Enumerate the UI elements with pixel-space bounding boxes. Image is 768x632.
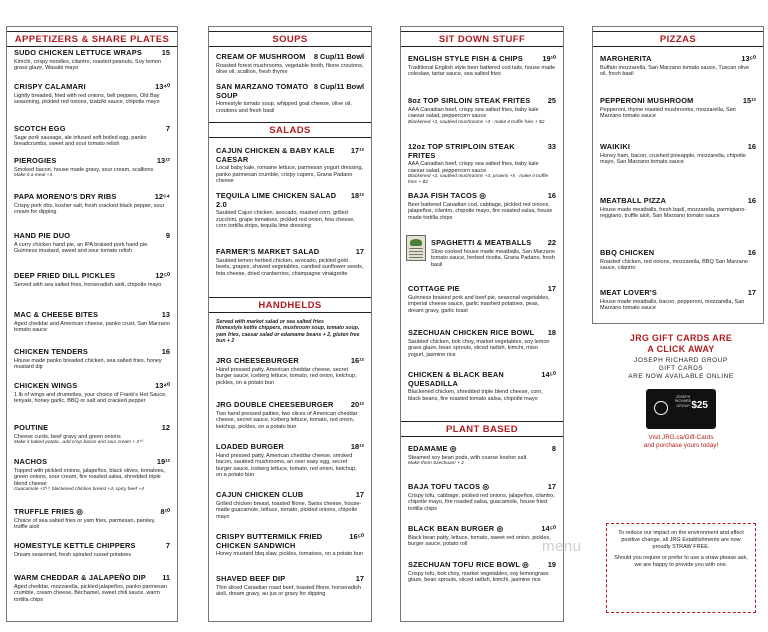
menu-item-description: Lightly breaded, fried with red onions, bell peppers, Old Bay seasoning, pickled red onions, tzatziki sauce, chipotle mayo: [14, 92, 160, 106]
menu-item-name: HAND PIE DUO: [14, 231, 71, 240]
menu-item: [14, 458, 170, 493]
menu-item: [14, 125, 170, 148]
menu-item-description: Two hand pressed patties, two slices of American cheddar cheese, secret sauce, iceberg lettuce, tomato, red onion, ketchup, pickles, on a potato bun: [216, 410, 358, 430]
menu-item-description: House made panko breaded chicken, sea salted fries, honey mustard dip: [14, 357, 162, 371]
menu-item-name: 8oz TOP SIRLOIN STEAK FRITES: [408, 96, 531, 105]
menu-item-description: Kimchi, crispy noodles, cilantro, roasted peanuts, Soy lemon grass glaze, Wasabi mayo: [14, 58, 162, 72]
menu-item-description: Aged cheddar and American cheese, panko crust, San Marzano tomato sauce: [14, 320, 170, 334]
menu-item-description: Steamed soy bean pods, with coarse kosher salt: [408, 454, 527, 461]
menu-item-name: HOMESTYLE KETTLE CHIPPERS: [14, 541, 136, 550]
menu-item-description: Black bean patty, lettuce, tomato, sweet red onion, pickles, burger sauce, potato roll: [408, 534, 551, 548]
menu-item-description: House made meatballs, bacon, pepperoni, mozzarella, San Marzano tomato sauce: [600, 298, 745, 312]
menu-item: [600, 249, 756, 272]
menu-item-price: 33: [547, 142, 556, 151]
gift-title-1: JRG GIFT CARDS ARE: [629, 333, 733, 343]
menu-item-name: CHICKEN WINGS: [14, 381, 78, 390]
menu-item-price: 8 Cup/11 Bowl: [313, 82, 364, 91]
menu-item: [216, 83, 364, 114]
menu-item: [14, 157, 170, 179]
menu-item-name: CRISPY CALAMARI: [14, 82, 86, 91]
menu-item-price: 13¹²: [156, 156, 170, 165]
menu-item-note: Make them Szechuan! + 2: [408, 461, 464, 467]
menu-item-price: 16⁵⁰: [349, 532, 364, 541]
straw-notice-text-1: To reduce our impact on the environment and affect positive change, all JRG Establishments are now proudly STRAW FREE.: [618, 530, 744, 550]
menu-item-price: 19¹²: [156, 457, 170, 466]
menu-item: [408, 143, 556, 186]
straw-free-notice: [606, 523, 756, 613]
menu-item: [600, 197, 756, 220]
appetizers-header: APPETIZERS & SHARE PLATES: [7, 31, 177, 47]
menu-item-description: Traditional English style beer battered cod tails, house made coleslaw, tartar sauce, sea salted fries: [408, 64, 556, 78]
menu-item-description: Topped with pickled onions, jalapeños, black olives, tomatoes, green onions, sour cream, fire roasted salsa, shredded triple blend cheese: [14, 467, 166, 487]
menu-item-price: 8: [551, 444, 556, 453]
menu-item-description: Crispy tofu, cabbage, pickled red onions, jalapeños, cilantro, chipotle mayo, fire roasted salsa, guacamole, house fried tortilla chips: [408, 492, 555, 512]
pizzas-header: PIZZAS: [593, 31, 763, 47]
menu-item-name: BBQ CHICKEN: [600, 248, 655, 257]
menu-item-price: 13: [161, 310, 170, 319]
menu-item-name: JRG CHEESEBURGER: [216, 356, 299, 365]
menu-item: [216, 533, 364, 558]
menu-item-price: 17¹²: [350, 146, 364, 155]
menu-item: [14, 348, 170, 371]
menu-item-description: Sautéed chicken, bok choy, market vegetables, soy lemon grass glaze, bean sprouts, sliced radish, kimchi, miso yogurt, jasmine rice: [408, 338, 550, 358]
menu-item-name: TEQUILA LIME CHICKEN SALAD 2.0: [216, 191, 337, 209]
menu-item: [216, 575, 364, 598]
menu-item-description: Thin sliced Canadian roast beef, toasted filone, horseradish aioli, dream gravy, au jus or gravy for dipping: [216, 584, 361, 598]
menu-item-name: EDAMAME ◎: [408, 444, 457, 453]
sitdown-header: SIT DOWN STUFF: [401, 31, 563, 47]
menu-item-name: PEPPERONI MUSHROOM: [600, 96, 694, 105]
menu-item-description: Aged cheddar, mozzarella, pickled jalapeños, panko parmesan crumble, cream cheese, Béchamel, sweet chili sauce, warm tortilla chips: [14, 583, 167, 603]
menu-item-description: Choice of sea salted fries or yam fries, parmesan, parsley, truffle aioli: [14, 517, 156, 531]
menu-item-name: COTTAGE PIE: [408, 284, 460, 293]
menu-item-note: Guacamole +2⁵⁰, blackened chicken breast +4, spicy beef +4: [14, 487, 144, 493]
menu-item-price: 17: [547, 482, 556, 491]
menu-item-description: Honey ham, bacon, crushed pineapple, mozzarella, chipotle mayo, San Marzano tomato sauce: [600, 152, 746, 166]
gift-card-promo: [600, 333, 762, 450]
menu-item-name: SZECHUAN CHICKEN RICE BOWL: [408, 328, 535, 337]
menu-item-description: Hand pressed patty, American cheddar cheese, secret burger sauce, iceberg lettuce, tomato, red onion, ketchup, pickles, on a potato bun: [216, 366, 357, 386]
menu-item-price: 17: [547, 284, 556, 293]
menu-item-price: 12⁵⁰: [155, 271, 170, 280]
menu-item: [216, 192, 364, 230]
menu-item-name: CAJUN CHICKEN CLUB: [216, 490, 304, 499]
menu-item: [216, 491, 364, 520]
menu-item-description: Dream seasoned, fresh spiraled russet potatoes: [14, 551, 132, 558]
menu-item-description: Sage pork sausage, ale infused soft boiled egg, panko breadcrumbs, sweet and sour tomato relish: [14, 134, 147, 148]
menu-item: [14, 508, 170, 531]
menu-item-price: 17: [355, 574, 364, 583]
straw-notice-text-2: Should you require or prefer to use a straw please ask, we are happy to provide you with one.: [614, 555, 748, 568]
menu-item: [408, 55, 556, 78]
sitdown-plantbased-column: [400, 26, 564, 622]
menu-item-name: LOADED BURGER: [216, 442, 284, 451]
handhelds-intro: Served with market salad or sea salted fries Homestyle kettle chippers, mushroom soup, tomato soup, yam fries, caesar salad or edamame beans + 2, gluten free bun + 2: [216, 319, 360, 345]
menu-item: [216, 443, 364, 479]
menu-item-name: PAPA MORENO'S DRY RIBS: [14, 192, 117, 201]
jrg-logo-icon: [654, 401, 668, 415]
menu-item-name: SHAVED BEEF DIP: [216, 574, 286, 583]
menu-item-description: Grilled chicken breast, toasted filone, Swiss cheese, house-made guacamole, lettuce, tomato, pickled onions, chipotle mayo: [216, 500, 362, 520]
menu-item-name: SUDO CHICKEN LETTUCE WRAPS: [14, 48, 142, 57]
menu-item: [14, 232, 170, 255]
menu-item: [408, 371, 556, 402]
menu-item: [431, 239, 556, 268]
soups-header: SOUPS: [209, 31, 371, 47]
menu-item-price: 19¹⁰: [542, 54, 556, 63]
handhelds-header: HANDHELDS: [209, 297, 371, 313]
menu-item: [408, 483, 556, 512]
menu-item-price: 14⁵⁰: [541, 370, 556, 379]
menu-item-description: 1 lb of wings and drumettes, your choice of Frank's Hot Sauce, teriyaki, honey garlic, BBQ or salt and cracked pepper: [14, 391, 167, 405]
menu-item-description: Sautéed lemon herbed chicken, avocado, pickled gold beets, grapes, shaved vegetables, candied sunflower seeds, feta cheese, dried cranberries, champagne vinaigrette: [216, 257, 364, 277]
menu-item-price: 13⁵⁰: [741, 54, 756, 63]
menu-item-name: CRISPY BUTTERMILK FRIED CHICKEN SANDWICH: [216, 532, 323, 550]
menu-item-description: Local baby kale, romaine lettuce, parmesan yogurt dressing, panko parmesan crumble, crispy capers, Grana Padano cheese: [216, 165, 364, 185]
menu-item-price: 11: [162, 573, 170, 582]
menu-item-price: 13⁴⁰: [155, 381, 170, 390]
menu-item-price: 7: [165, 124, 170, 133]
menu-item-price: 15¹²: [742, 96, 756, 105]
menu-item-price: 25: [547, 96, 556, 105]
menu-item: [408, 97, 556, 126]
menu-item: [216, 248, 364, 277]
menu-item-name: MAC & CHEESE BITES: [14, 310, 99, 319]
menu-item-description: Crispy tofu, bok choy, market vegetables, soy lemongrass glaze, bean sprouts, sliced radish, kimchi, jasmine rice: [408, 570, 549, 584]
menu-item-price: 18: [547, 328, 556, 337]
menu-item-name: BAJA FISH TACOS ◎: [408, 191, 487, 200]
menu-item: [14, 424, 170, 446]
menu-item-name: MEAT LOVER'S: [600, 288, 657, 297]
gift-title-2: A CLICK AWAY: [647, 343, 715, 354]
gift-card-amount: $25: [691, 400, 708, 411]
menu-item: [216, 401, 364, 430]
menu-item-price: 22: [547, 238, 556, 247]
menu-item-price: 17: [355, 247, 364, 256]
menu-item-name: MEATBALL PIZZA: [600, 196, 667, 205]
plantbased-header: PLANT BASED: [401, 421, 563, 437]
gift-subtitle: JOSEPH RICHARD GROUP GIFT CARDS ARE NOW AVAILABLE ONLINE: [628, 357, 734, 380]
spaghetti-logo-icon: [406, 235, 426, 261]
menu-item: [408, 192, 556, 221]
menu-item-name: 12oz TOP STRIPLOIN STEAK FRITES: [408, 142, 515, 160]
menu-item-name: SCOTCH EGG: [14, 124, 66, 133]
menu-item-description: A curry chicken hand pie, an IPA braised pork hand pie. Guinness mustard, sweet and sour tomato relish: [14, 241, 149, 255]
gift-card-link[interactable]: Visit JRG.ca/Gift-Cards and purchase yours today!: [643, 434, 719, 449]
menu-item-name: NACHOS: [14, 457, 48, 466]
menu-item: [408, 329, 556, 358]
menu-item-description: Honey mustard bbq slaw, pickles, tomatoes, on a potato bun: [216, 551, 364, 558]
menu-item-description: Cheese curds, beef gravy and green onions: [14, 433, 121, 440]
menu-item: [14, 574, 170, 603]
menu-item: [216, 53, 364, 76]
menu-item-name: MARGHERITA: [600, 54, 652, 63]
menu-item: [14, 49, 170, 72]
soups-salads-handhelds-column: [208, 26, 372, 622]
menu-item-name: JRG DOUBLE CHEESEBURGER: [216, 400, 334, 409]
menu-item-name: WARM CHEDDAR & JALAPEÑO DIP: [14, 573, 146, 582]
menu-item: [408, 285, 556, 314]
menu-item-name: ENGLISH STYLE FISH & CHIPS: [408, 54, 523, 63]
menu-item-note: Make it baked potato...add crisp bacon and sour cream + 2¹⁰: [14, 440, 143, 446]
gift-card-image: [646, 389, 716, 429]
menu-item-name: BAJA TOFU TACOS ◎: [408, 482, 490, 491]
menu-item-name: CREAM OF MUSHROOM: [216, 52, 306, 61]
menu-item-price: 16: [747, 142, 756, 151]
menu-item-price: 16¹²: [350, 356, 364, 365]
menu-item-description: Pepperoni, thyme roasted mushrooms, mozzarella, San Marzano tomato sauce: [600, 106, 736, 120]
menu-item-price: 9: [165, 231, 170, 240]
menu-item-description: Crispy pork ribs, kosher salt, fresh cracked black pepper, sour cream for dipping: [14, 202, 165, 216]
menu-item: [600, 143, 756, 166]
menu-item-price: 7: [165, 541, 170, 550]
menu-item: [408, 561, 556, 584]
menu-item-name: SPAGHETTI & MEATBALLS: [431, 238, 532, 247]
menu-item-description: Slow cooked house made meatballs, San Marzano tomato sauce, herbed ricotta, Grana Padano, fresh basil: [431, 248, 555, 268]
menu-item-note: Blackened +2, sautéed mushrooms +3 · make it truffle fries + $2: [408, 119, 545, 125]
menu-item-price: 17: [355, 490, 364, 499]
menu-item-description: Beer battered Canadian cod, cabbage, pickled red onions, jalapeños, cilantro, chipotle mayo, fire roasted salsa, house made tortilla chips: [408, 201, 553, 221]
pizzas-column: [592, 26, 764, 324]
salads-header: SALADS: [209, 122, 371, 138]
menu-item-price: 16: [747, 196, 756, 205]
menu-item-name: CAJUN CHICKEN & BABY KALE CAESAR: [216, 146, 335, 164]
menu-item-description: Smoked bacon, house made gravy, sour cream, scallions: [14, 166, 154, 173]
menu-item-description: Homestyle tomato soup, whipped goat cheese, olive oil, croutons and fresh basil: [216, 101, 352, 114]
menu-item-price: 16: [161, 347, 170, 356]
menu-item-price: 8 Cup/11 Bowl: [313, 52, 364, 61]
menu-item-price: 12⁶⁴: [154, 192, 170, 201]
menu-item: [14, 542, 170, 558]
menu-item: [14, 272, 170, 288]
menu-item: [216, 147, 364, 185]
menu-item-name: TRUFFLE FRIES ◎: [14, 507, 83, 516]
menu-item-name: FARMER'S MARKET SALAD: [216, 247, 320, 256]
menu-item-price: 15: [161, 48, 170, 57]
menupix-watermark: menu: [542, 538, 582, 555]
menu-item-description: Buffalo mozzarella, San Marzano tomato sauce, Tuscan olive oil, fresh basil: [600, 64, 750, 78]
menu-item-price: 19: [547, 560, 556, 569]
menu-item: [14, 193, 170, 216]
menu-item-name: CHICKEN TENDERS: [14, 347, 89, 356]
gift-card-brand: JOSEPH RICHARD GROUP: [674, 395, 692, 408]
menu-item-description: Served with sea salted fries, horseradish aioli, chipotle mayo: [14, 281, 162, 288]
menu-item-name: BLACK BEAN BURGER ◎: [408, 524, 504, 533]
menu-item: [14, 382, 170, 405]
menu-item: [14, 83, 170, 106]
menu-item-price: 18¹²: [350, 442, 364, 451]
menu-item-description: Hand pressed patty, American cheddar cheese, smoked bacon, sautéed mushrooms, an over easy egg, secret burger sauce, iceberg lettuce, tomato, red onion, ketchup, on a potato bun: [216, 452, 357, 479]
menu-item-note: Blackened +2, sautéed mushrooms +3, prawns +5 · make it truffle fries + $2: [408, 174, 549, 186]
menu-item-name: DEEP FRIED DILL PICKLES: [14, 271, 116, 280]
menu-item-name: POUTINE: [14, 423, 49, 432]
menu-item-description: Roasted chicken, red onions, mozzarella, BBQ San Marzano sauce, cilantro: [600, 258, 748, 272]
menu-item-name: PIEROGIES: [14, 156, 57, 165]
appetizers-column: [6, 26, 178, 622]
menu-item-description: AAA Canadian beef, crispy sea salted fries, baby kale caesar salad, peppercorn sauce: [408, 106, 539, 120]
menu-item: [216, 357, 364, 386]
menu-item-name: SZECHUAN TOFU RICE BOWL ◎: [408, 560, 529, 569]
menu-item: [600, 289, 756, 312]
menu-item-name: WAIKIKI: [600, 142, 631, 151]
menu-item-description: Roasted forest mushrooms, vegetable broth, filone croutons, olive oil, scallion, fresh thyme: [216, 62, 364, 76]
menu-item-price: 16: [547, 191, 556, 200]
menu-item-description: Blackened chicken, shredded triple blend cheese, corn, black beans, fire roasted tomato salsa, chipotle mayo: [408, 389, 543, 402]
menu-item: [408, 525, 556, 548]
menu-item-description: AAA Canadian beef, crispy sea salted fries, baby kale caesar salad, peppercorn sauce: [408, 161, 539, 174]
menu-item-price: 18¹²: [350, 191, 364, 200]
menu-item-note: Make it a meal +4: [14, 173, 52, 179]
menu-item-price: 13⁴⁰: [155, 82, 170, 91]
menu-item-description: Sautéed Cajun chicken, avocado, roasted corn, grilled zucchini, grape tomatoes, pickled red onion, feta cheese, corn tortilla strips, tequila lime dressing: [216, 210, 355, 230]
menu-item-price: 16: [747, 248, 756, 257]
menu-item-price: 14⁵⁰: [541, 524, 556, 533]
menu-item-price: 17: [747, 288, 756, 297]
menu-item: [14, 311, 170, 334]
menu-item-description: House made meatballs, fresh basil, mozzarella, parmigiano-reggiano, truffle aioli, San Marzano tomato sauce: [600, 206, 747, 220]
menu-item-name: SAN MARZANO TOMATO SOUP: [216, 82, 309, 100]
menu-item-description: Guinness braised pork and beef pie, seasonal vegetables, imperial cheese sauce, garlic mashed potatoes, peas, dream gravy, garlic toast: [408, 294, 550, 314]
menu-item-name: CHICKEN & BLACK BEAN QUESADILLA: [408, 370, 504, 388]
menu-item: [600, 55, 756, 78]
menu-item-price: 12: [161, 423, 170, 432]
menu-item-price: 20¹²: [350, 400, 364, 409]
menu-item-price: 8¹⁰: [160, 507, 170, 516]
menu-item: [600, 97, 756, 120]
menu-item: [408, 445, 556, 467]
